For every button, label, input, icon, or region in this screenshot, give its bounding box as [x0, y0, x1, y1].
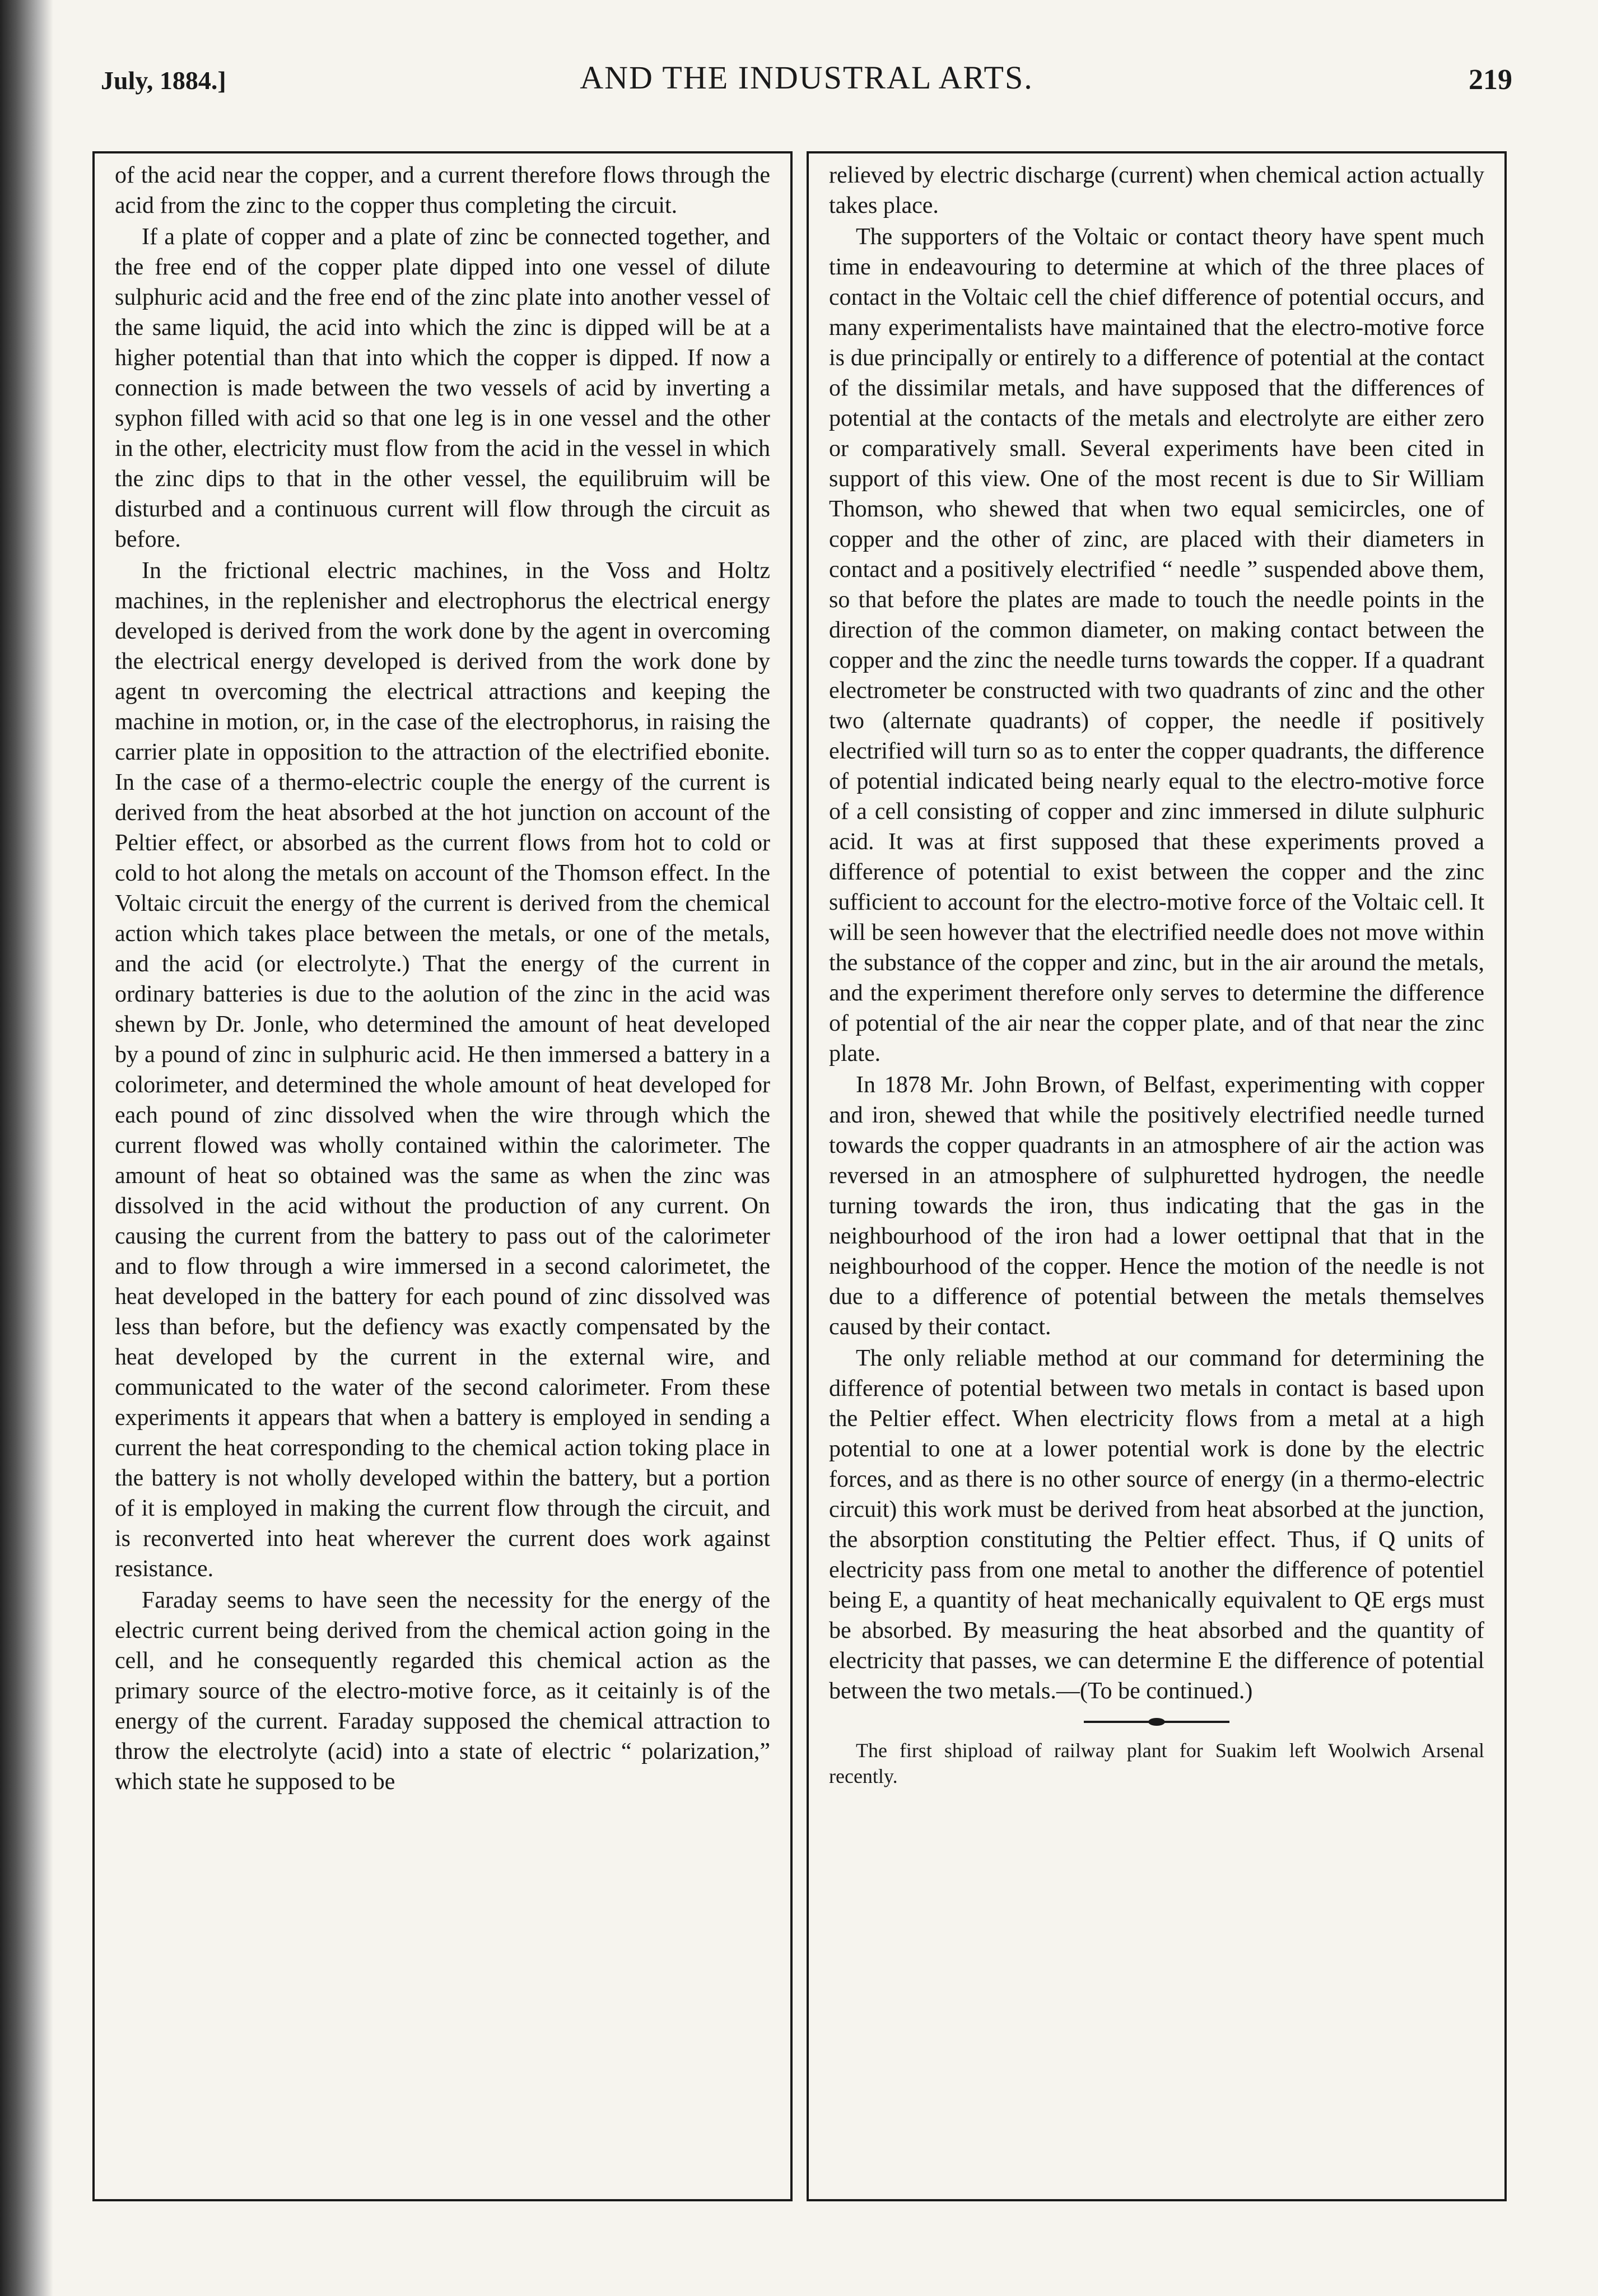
paragraph: relieved by electric discharge (current) when chemical action actually takes place.	[829, 162, 1484, 218]
section-divider	[1084, 1721, 1229, 1723]
right-column	[807, 151, 1507, 2201]
paragraph: The supporters of the Voltaic or contact theory have spent much time in endeavouring to determine at which of the three places of contact in the Voltaic cell the chief difference of potential occurs, and many experimentalists have maintained that the electro-motive force is due principally or entirely to a difference of potential at the contact of the dissimilar metals, and have supposed that the differences of potential at the contacts of the metals and electrolyte are either zero or comparatively small. Several experiments have been cited in support of this view. One of the most recent is due to Sir William Thomson, who shewed that when two equal semicircles, one of copper and the other of zinc, are placed with their diameters in contact and a positively electrified “ needle ” suspended above them, so that before the plates are made to touch the needle points in the direction of the common diameter, on making contact between the copper and the zinc the needle turns towards the copper. If a quadrant electrometer be constructed with two quadrants of zinc and the other two (alternate quadrants) of copper, the needle if positively electrified will turn so as to enter the copper quadrants, the difference of potential indicated being nearly equal to the electro-motive force of a cell consisting of copper and zinc immersed in dilute sulphuric acid. It was at first supposed that these experiments proved a difference of potential to exist between the copper and the zinc sufficient to account for the electro-motive force of the Voltaic cell. It will be seen however that the electrified needle does not move within the substance of the copper and zinc, but in the air around the metals, and the experiment therefore only serves to determine the difference of potential of the air near the copper plate, and of that near the zinc plate.	[829, 224, 1484, 1067]
paragraph: In 1878 Mr. John Brown, of Belfast, experimenting with copper and iron, shewed that while the positively electrified needle turned towards the copper quadrants in an atmosphere of air the action was reversed in an atmosphere of sulphuretted hydrogen, the needle turning towards the iron, thus indicating that the gas in the neighbourhood of the iron had a lower oettipnal that that in the neighbourhood of the copper. Hence the motion of the needle is not due to a difference of potential between the metals themselves caused by their contact.	[829, 1072, 1484, 1340]
paragraph: In the frictional electric machines, in the Voss and Holtz machines, in the replenisher and electrophorus the electrical energy developed is derived from the work done by the agent in overcoming the electrical energy developed is derived from the work done by agent tn overcoming the electrical attractions and keeping the machine in motion, or, in the case of the electrophorus, in raising the carrier plate in opposition to the attraction of the electrified ebonite. In the case of a thermo-electric couple the energy of the current is derived from the heat absorbed at the hot junction on account of the Peltier effect, or absorbed as the current flows from hot to cold or cold to hot along the metals on account of the Thomson effect. In the Voltaic circuit the energy of the current is derived from the chemical action which takes place between the metals, or one of the metals, and the acid (or electrolyte.) That the energy of the current in ordinary batteries is due to the aolution of the zinc in the acid was shewn by Dr. Jonle, who determined the amount of heat developed by a pound of zinc in sulphuric acid. He then immersed a battery in a colorimeter, and determined the whole amount of heat developed for each pound of zinc dissolved when the wire through which the current flowed was wholly contained within the calorimeter. The amount of heat so obtained was the same as when the zinc was dissolved in the acid without the production of any current. On causing the current from the battery to pass out of the calorimeter and to flow through a wire immersed in a second calorimetet, the heat developed in the battery for each pound of zinc dissolved was less than before, but the defiency was exactly compensated by the heat developed by the current in the external wire, and communicated to the water of the second calorimeter. From these experiments it appears that when a battery is employed in sending a current the heat corresponding to the chemical action toking place in the battery is not wholly developed within the battery, but a portion of it is employed in making the current flow through the circuit, and is reconverted into heat wherever the current does work against resistance.	[115, 558, 770, 1582]
page-binding-edge	[0, 0, 53, 2296]
left-column	[92, 151, 793, 2201]
page-header	[101, 59, 1512, 109]
paragraph: of the acid near the copper, and a current therefore flows through the acid from the zinc to the copper thus completing the circuit.	[115, 162, 770, 218]
running-title: AND THE INDUSTRAL ARTS.	[580, 59, 1033, 96]
paragraph: Faraday seems to have seen the necessity for the energy of the electric current being derived from the chemical action going in the cell, and he consequently regarded this chemical action as the primary source of the electro-motive force, as it ceitainly is of the energy of the current. Faraday supposed the chemical attraction to throw the electrolyte (acid) into a state of electric “ polarization,” which state he supposed to be	[115, 1587, 770, 1795]
paragraph: The only reliable method at our command for determining the difference of potential between two metals in contact is based upon the Peltier effect. When electricity flows from a metal at a high potential to one at a lower potential work is done by the electric forces, and as there is no other source of energy (in a thermo-electric circuit) this work must be derived from heat absorbed at the junction, the absorption constituting the Peltier effect. Thus, if Q units of electricity pass from one metal to another the difference of potentiel being E, a quantity of heat mechanically equivalent to QE ergs must be absorbed. By measuring the heat absorbed and the quantity of electricity that passes, we can determine E the difference of potential between the two metals.—(To be continued.)	[829, 1345, 1484, 1704]
news-note: The first shipload of railway plant for Suakim left Woolwich Arsenal recently.	[829, 1739, 1484, 1787]
page-number: 219	[1469, 64, 1512, 96]
paragraph: If a plate of copper and a plate of zinc be connected together, and the free end of the copper plate dipped into one vessel of dilute sulphuric acid and the free end of the zinc plate into another vessel of the same liquid, the acid into which the zinc is dipped will be at a higher potential than that into which the copper is dipped. If now a connection is made between the two vessels of acid by inverting a syphon filled with acid so that one leg is in one vessel and the other in the other, electricity must flow from the acid in the vessel in which the zinc dips to that in the other vessel, the equilibruim will be disturbed and a continuous current will flow through the circuit as before.	[115, 224, 770, 552]
issue-date: July, 1884.]	[101, 66, 226, 95]
